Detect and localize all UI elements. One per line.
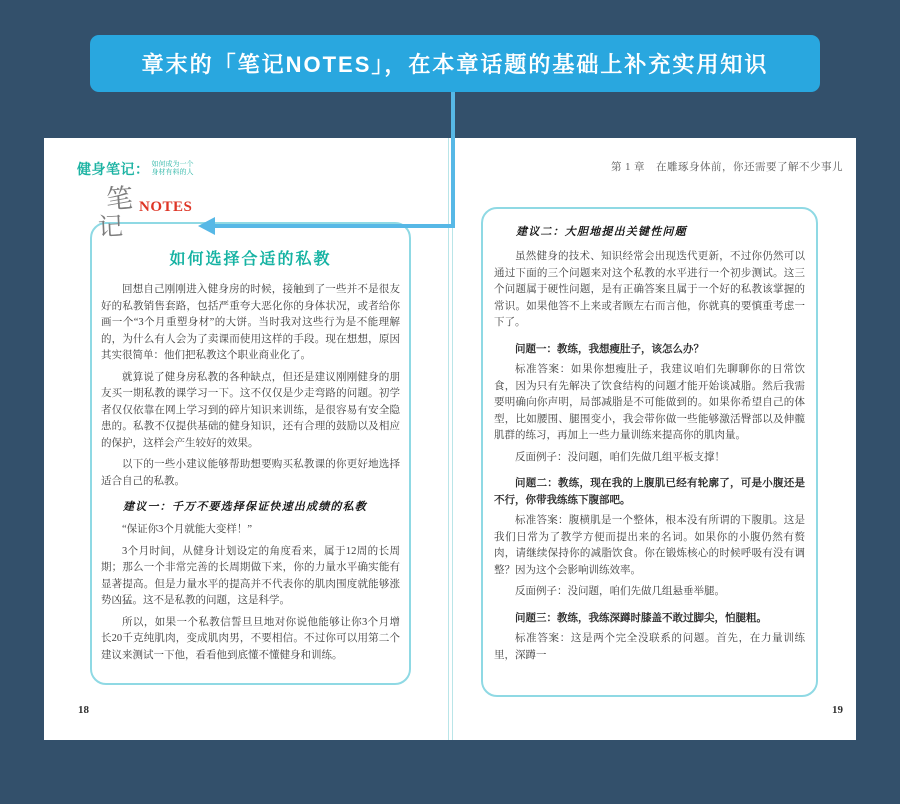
advice1-quote: “保证你3个月就能大变样！” <box>122 524 253 535</box>
left-arrow-icon <box>198 217 215 235</box>
advice2-heading: 建议二：大胆地提出关键性问题 <box>516 226 687 238</box>
left-paragraph-1: 回想自己刚刚进入健身房的时候，接触到了一些并不是很友好的私教销售套路，包括严重夸大恶化你的身体状况，或者给你画一个“3个月重塑身材”的大饼。当时我对这些行为是不能理解的，为什么有人会为了卖课而使用这样的手段。现在想想，原因其实很简单：他们把私教这个职业商业化了。 <box>101 284 400 361</box>
notes-badge-char-bi: 笔 <box>104 183 134 215</box>
book-logo-title: 健身笔记： <box>77 161 150 177</box>
answer-1: 标准答案：如果你想瘦肚子，我建议咱们先聊聊你的日常饮食，因为只有先解决了饮食结构的问题才能开始谈减脂。然后我需要明确向你声明，局部减脂是不可能做到的。如果你希望自己的体型，比如腰围、腿围变小，我会带你做一些能够激活臀部以及伸髋肌群的练习，再加上一些力量训练来提高你的肌肉量。 <box>494 364 805 441</box>
book-logo-subtitle <box>152 160 194 176</box>
left-page-number: 18 <box>78 704 89 716</box>
counter-example-2: 反面例子：没问题，咱们先做几组悬垂举腿。 <box>515 586 725 597</box>
right-content-box <box>481 207 818 697</box>
notes-badge <box>97 183 248 252</box>
question-3: 问题三：教练，我练深蹲时膝盖不敢过脚尖，怕腿粗。 <box>515 611 767 624</box>
question-1: 问题一：教练，我想瘦肚子，该怎么办？ <box>515 342 704 355</box>
left-box-title: 如何选择合适的私教 <box>169 251 332 268</box>
notes-badge-char-ji: 记 <box>97 213 124 242</box>
callout-arrow-line <box>213 224 455 228</box>
notes-badge-en-label: NOTES <box>139 199 193 215</box>
question-2: 问题二：教练，现在我的上腹肌已经有轮廓了，可是小腹还是不行，你带我练练下腹部吧。 <box>494 477 805 506</box>
callout-banner-text: 章末的「笔记NOTES」，在本章话题的基础上补充实用知识 <box>141 52 769 77</box>
left-content-box <box>90 222 411 685</box>
advice1-heading: 建议一：千万不要选择保证快速出成绩的私教 <box>123 501 367 513</box>
answer-2: 标准答案：腹横肌是一个整体，根本没有所谓的下腹肌。这是我们日常为了教学方便而提出来的名词。如果你的小腹仍然有赘肉，请继续保持你的减脂饮食。你在锻炼核心的时候呼吸有没有调整？因为这个会影响训练效率。 <box>494 515 805 576</box>
book-logo-subtitle-line1: 如何成为一个 <box>151 160 194 168</box>
counter-example-1: 反面例子：没问题，咱们先做几组平板支撑！ <box>515 451 725 463</box>
page-gutter-divider <box>448 138 453 740</box>
left-paragraph-3: 以下的一些小建议能够帮助想要购买私教课的你更好地选择适合自己的私教。 <box>101 459 400 487</box>
callout-connector-line <box>451 92 455 227</box>
chapter-running-header: 第 1 章 在雕琢身体前，你还需要了解不少事儿 <box>611 162 843 173</box>
advice1-paragraph-1: 3个月时间，从健身计划设定的角度看来，属于12周的长周期；那么一个非常完善的长周期做下来，你的力量水平确实能有显著提高。但是力量水平的提高并不代表你的肌肉围度就能够涨势凶猛。这不是私教的问题，这是科学。 <box>101 545 400 606</box>
book-logo-subtitle-line2: 身材有料的人 <box>151 168 194 176</box>
book-spread <box>44 138 856 740</box>
right-page-number: 19 <box>832 704 843 716</box>
advice2-intro: 虽然健身的技术、知识经常会出现迭代更新，不过你仍然可以通过下面的三个问题来对这个私教的水平进行一个初步测试。这三个问题属于硬性问题，是有正确答案且属于一个好的私教该掌握的常识。如果他答不上来或者顾左右而言他，你就真的要慎重考虑一下了。 <box>494 251 805 328</box>
left-paragraph-2: 就算说了健身房私教的各种缺点，但还是建议刚刚健身的朋友买一期私教的课学习一下。这不仅仅是少走弯路的问题。初学者仅仅依靠在网上学习到的碎片知识来训练，是很容易有安全隐患的。私教不仅提供基础的健身知识，还有合理的鼓励以及相应的保护，这样会产生较好的效果。 <box>101 371 400 449</box>
book-logo <box>77 159 194 179</box>
answer-3: 标准答案：这是两个完全没联系的问题。首先，在力量训练里，深蹲一 <box>494 633 805 661</box>
advice1-paragraph-2: 所以，如果一个私教信誓旦旦地对你说他能够让你3个月增长20千克纯肌肉，变成肌肉男，不要相信。不过你可以用第二个建议来测试一下他，看看他到底懂不懂健身和训练。 <box>101 616 400 661</box>
callout-banner <box>90 35 820 92</box>
